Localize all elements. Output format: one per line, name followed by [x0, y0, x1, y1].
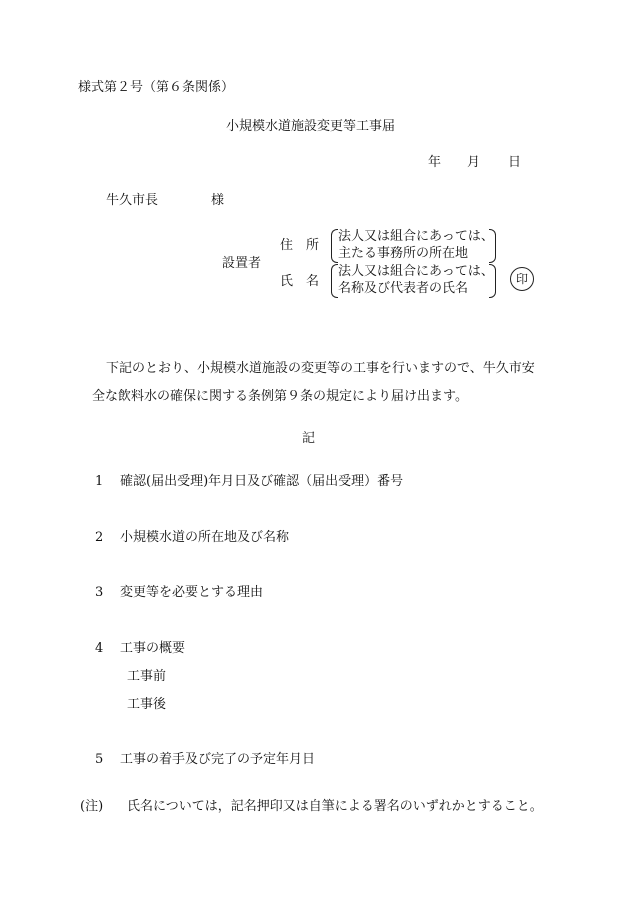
item-number-1: 1 [95, 474, 104, 489]
address-label: 住 所 [280, 238, 320, 253]
item-text-2: 小規模水道の所在地及び名称 [120, 530, 290, 545]
name-note-1: 法人又は組合にあっては、 [338, 264, 494, 279]
item-text-1: 確認(届出受理)年月日及び確認（届出受理）番号 [120, 474, 404, 489]
addressee-honorific: 様 [211, 193, 225, 208]
item-number-3: 3 [95, 585, 104, 600]
item-number-4: 4 [95, 641, 104, 656]
sub-item-after: 工事後 [127, 697, 167, 712]
address-bracket-left [331, 229, 338, 263]
seal-mark: 印 [510, 267, 534, 291]
item-text-3: 変更等を必要とする理由 [120, 585, 264, 600]
addressee-name: 牛久市長 [106, 193, 159, 208]
installer-label: 設置者 [222, 256, 262, 271]
name-note-2: 名称及び代表者の氏名 [338, 281, 469, 296]
date-month: 月 [467, 155, 481, 170]
name-bracket-left [331, 264, 338, 298]
form-number: 様式第２号（第６条関係） [78, 80, 235, 95]
date-day: 日 [508, 155, 522, 170]
note-text: 氏名については，記名押印又は自筆による署名のいずれかとすること。 [127, 799, 543, 814]
ki-heading: 記 [302, 431, 316, 446]
item-number-2: 2 [95, 530, 104, 545]
item-text-5: 工事の着手及び完了の予定年月日 [120, 752, 316, 767]
body-line-1: 下記のとおり、小規模水道施設の変更等の工事を行いますので、牛久市安 [106, 361, 535, 376]
page-title: 小規模水道施設変更等工事届 [226, 119, 396, 134]
address-note-2: 主たる事務所の所在地 [338, 246, 469, 261]
item-number-5: 5 [95, 752, 104, 767]
note-label: (注) [80, 799, 104, 814]
item-text-4: 工事の概要 [120, 641, 186, 656]
address-note-1: 法人又は組合にあっては、 [338, 229, 494, 244]
date-year: 年 [428, 155, 442, 170]
body-line-2: 全な飲料水の確保に関する条例第９条の規定により届け出ます。 [92, 389, 468, 404]
sub-item-before: 工事前 [127, 669, 167, 684]
name-label: 氏 名 [280, 274, 320, 289]
